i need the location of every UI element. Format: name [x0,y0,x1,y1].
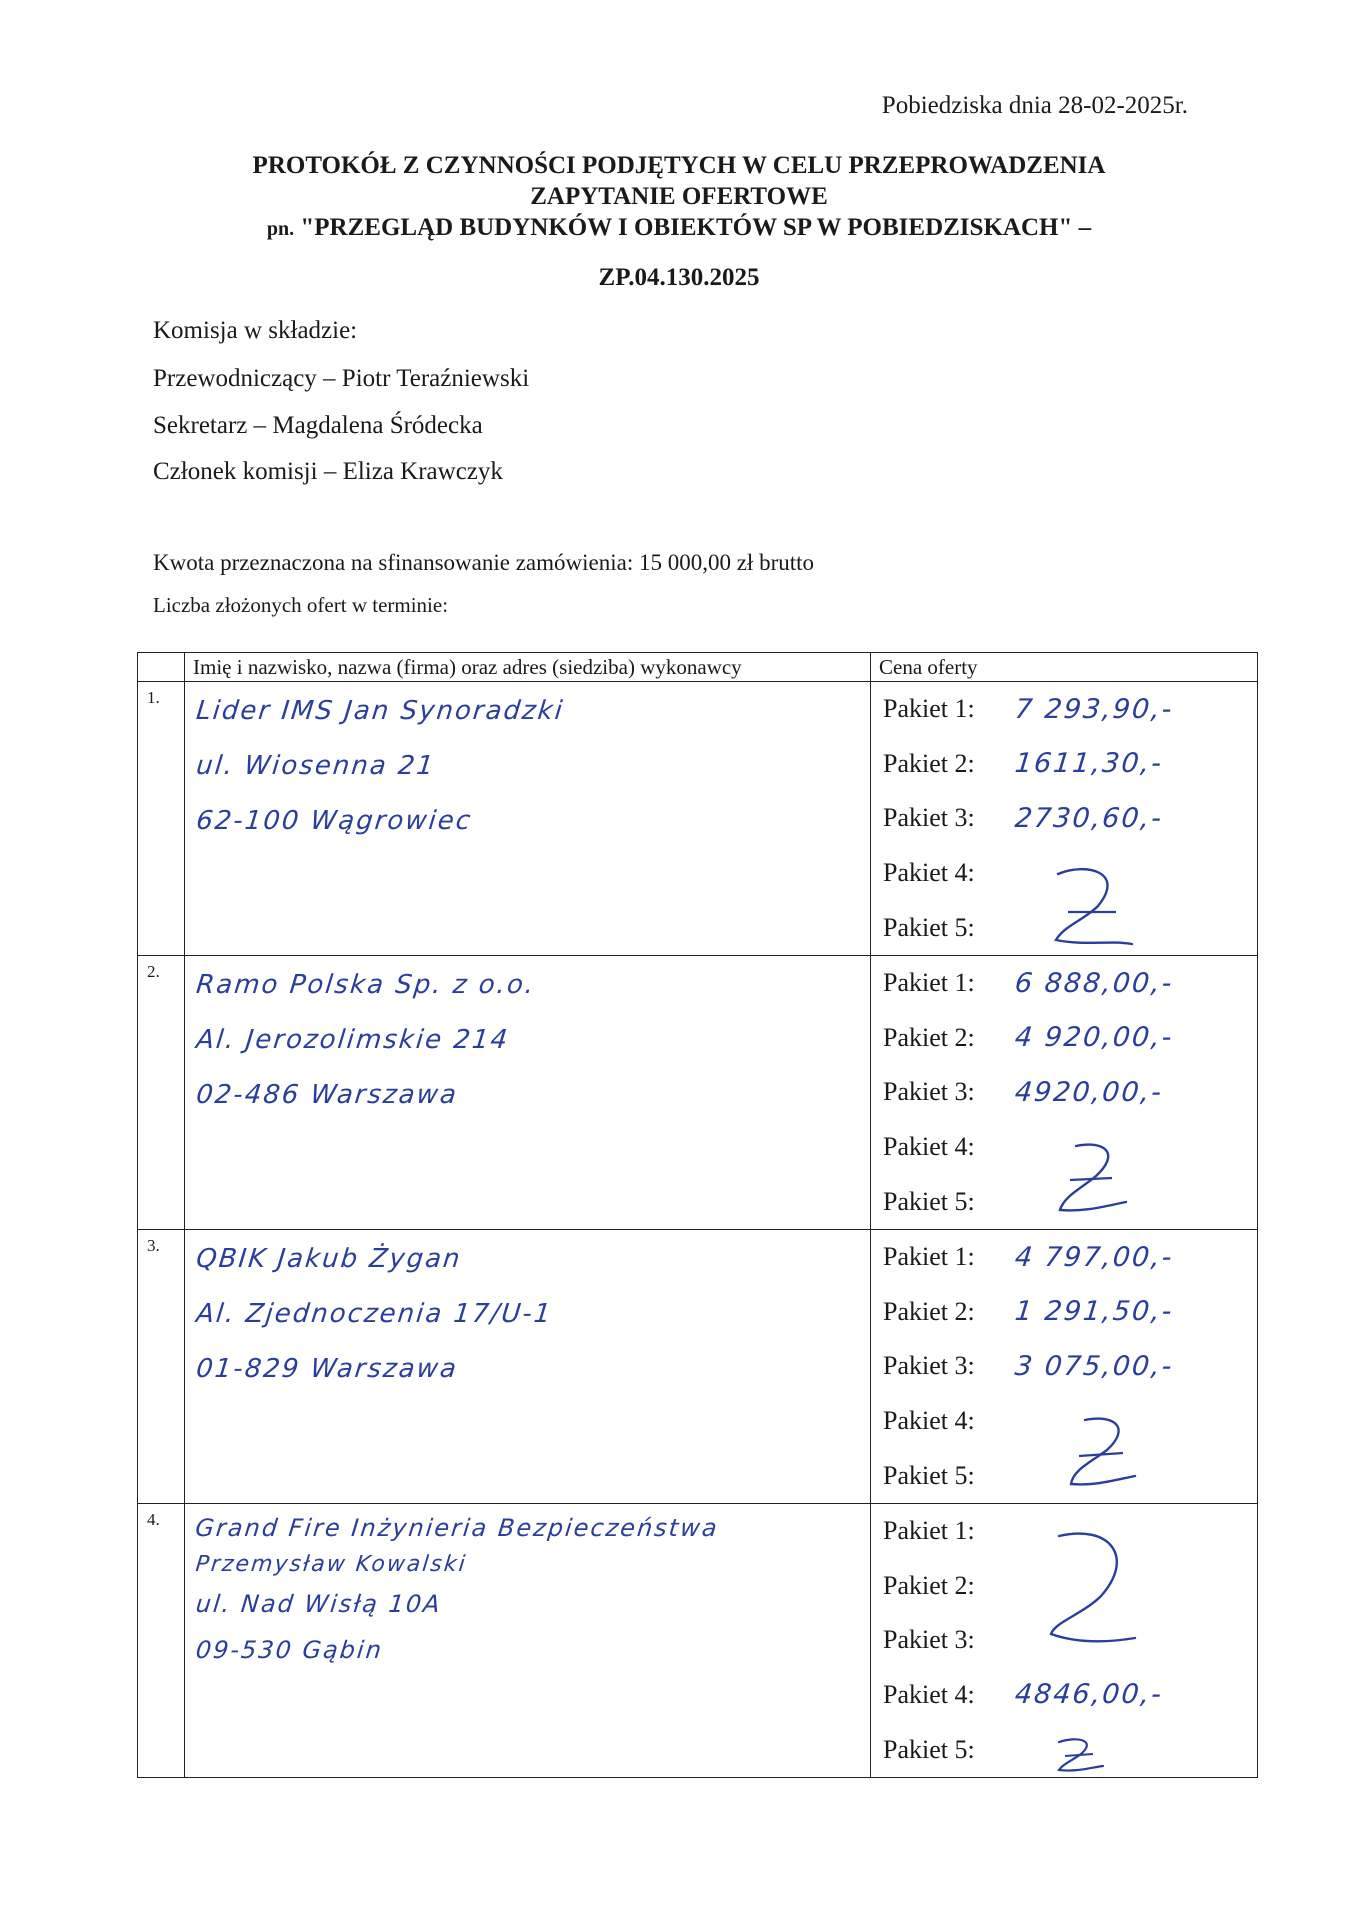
package-value: 7 293,90,- [1013,693,1176,725]
header-price: Cena oferty [871,653,1258,682]
price-cell [871,955,1258,1229]
package-row [871,1285,1257,1340]
package-label: Pakiet 4: [883,1406,975,1436]
price-cell [871,1503,1258,1777]
package-row [871,1394,1257,1449]
contractor-city: 09-530 Gąbin [194,1635,385,1664]
package-label: Pakiet 4: [883,1679,975,1709]
package-label: Pakiet 3: [883,1077,975,1107]
price-cell [871,682,1258,956]
title-line-1: PROTOKÓŁ Z CZYNNOŚCI PODJĘTYCH W CELU PRZEPROWADZENIA [252,152,1106,179]
package-label: Pakiet 4: [883,858,975,888]
title-subject: "PRZEGLĄD BUDYNKÓW I OBIEKTÓW SP W POBIEDZISKACH" – [300,214,1092,241]
package-row [871,791,1257,846]
package-label: Pakiet 2: [883,1296,975,1326]
package-label: Pakiet 3: [883,803,975,833]
package-row [871,1668,1257,1723]
table-row [138,955,1258,1229]
package-label: Pakiet 1: [883,1516,975,1546]
row-number: 1. [138,682,185,956]
package-row [871,737,1257,792]
offers-table [137,652,1258,1778]
package-row [871,1559,1257,1614]
contractor-street: Al. Zjednoczenia 17/U-1 [194,1298,554,1329]
package-label: Pakiet 1: [883,694,975,724]
package-value: 3 075,00,- [1013,1350,1176,1382]
package-row [871,1120,1257,1175]
title-prefix: pn. [266,218,295,240]
package-label: Pakiet 3: [883,1351,975,1381]
contractor-cell [185,1503,871,1777]
package-label: Pakiet 5: [883,1186,975,1216]
package-label: Pakiet 3: [883,1625,975,1655]
package-label: Pakiet 4: [883,1132,975,1162]
reference-number: ZP.04.130.2025 [598,264,760,291]
commission-member: Członek komisji – Eliza Krawczyk [153,458,503,485]
contractor-name: Grand Fire Inżynieria Bezpieczeństwa [194,1513,721,1542]
commission-chair: Przewodniczący – Piotr Teraźniewski [153,365,530,392]
package-row [871,1339,1257,1394]
contractor-street: Al. Jerozolimskie 214 [194,1024,511,1055]
package-value: 4 797,00,- [1013,1241,1176,1273]
package-row [871,846,1257,901]
package-value: 2730,60,- [1013,802,1165,834]
package-value: 1611,30,- [1013,748,1165,780]
package-row [871,1613,1257,1668]
package-row [871,1448,1257,1503]
contractor-street: ul. Nad Wisłą 10A [194,1589,444,1618]
contractor-name: Ramo Polska Sp. z o.o. [194,969,537,1000]
price-cell [871,1229,1258,1503]
header-contractor: Imię i nazwisko, nazwa (firma) oraz adres (siedziba) wykonawcy [185,653,871,682]
package-value: 4 920,00,- [1013,1022,1176,1054]
contractor-city: 02-486 Warszawa [194,1079,460,1110]
package-label: Pakiet 5: [883,1734,975,1764]
package-row [871,682,1257,737]
commission-secretary: Sekretarz – Magdalena Śródecka [153,412,483,439]
row-number: 3. [138,1229,185,1503]
package-label: Pakiet 2: [883,1570,975,1600]
table-row [138,1229,1258,1503]
package-row [871,1230,1257,1285]
contractor-cell [185,682,871,956]
package-label: Pakiet 5: [883,912,975,942]
package-label: Pakiet 2: [883,1022,975,1052]
place-date: Pobiedziska dnia 28-02-2025r. [881,92,1188,119]
contractor-street: ul. Wiosenna 21 [194,751,437,781]
offers-count-label: Liczba złożonych ofert w terminie: [153,593,449,617]
package-value: 4846,00,- [1013,1679,1165,1711]
row-number: 4. [138,1503,185,1777]
contractor-name: Lider IMS Jan Synoradzki [194,696,566,726]
contractor-city: 01-829 Warszawa [194,1353,460,1384]
document-title [0,150,1358,245]
package-row [871,956,1257,1011]
package-row [871,1011,1257,1066]
budget-amount: Kwota przeznaczona na sfinansowanie zamówienia: 15 000,00 zł brutto [153,550,815,575]
table-row [138,1503,1258,1777]
contractor-name: QBIK Jakub Żygan [194,1243,464,1274]
package-label: Pakiet 2: [883,748,975,778]
contractor-cell [185,1229,871,1503]
table-header-row [138,653,1258,682]
table-row [138,682,1258,956]
package-row [871,1722,1257,1777]
package-row [871,1504,1257,1559]
package-label: Pakiet 1: [883,1242,975,1272]
contractor-city: 62-100 Wągrowiec [194,806,474,836]
contractor-owner: Przemysław Kowalski [194,1551,469,1577]
row-number: 2. [138,955,185,1229]
contractor-cell [185,955,871,1229]
package-value: 4920,00,- [1013,1076,1165,1108]
title-line-3 [0,212,1358,245]
package-label: Pakiet 1: [883,968,975,998]
package-row [871,1174,1257,1229]
header-no [138,653,185,682]
commission-heading: Komisja w składzie: [153,317,358,344]
package-label: Pakiet 5: [883,1460,975,1490]
package-row [871,1065,1257,1120]
package-row [871,900,1257,955]
package-value: 6 888,00,- [1013,967,1176,999]
title-line-2: ZAPYTANIE OFERTOWE [530,183,828,210]
package-value: 1 291,50,- [1013,1296,1176,1328]
